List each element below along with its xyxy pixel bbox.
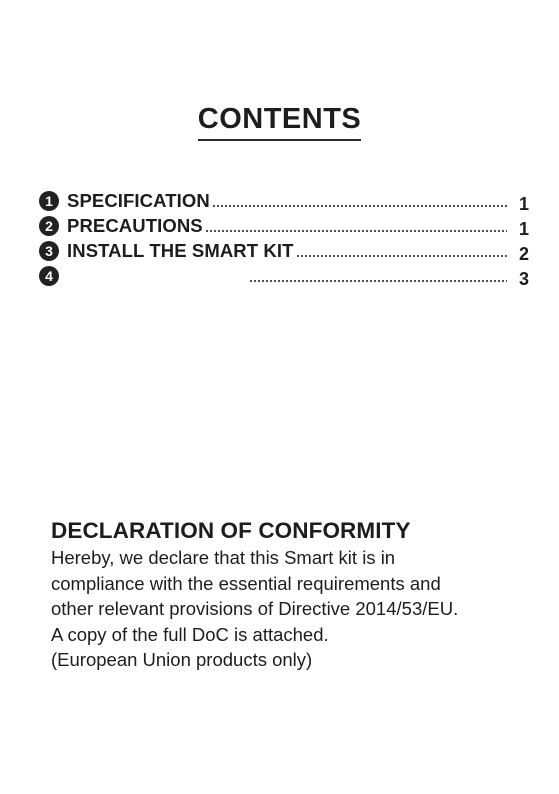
toc-leader-dots [296,255,508,257]
declaration-line: other relevant provisions of Directive 2014/53/EU. [51,598,459,619]
declaration-line: (European Union products only) [51,649,313,670]
declaration-line: Hereby, we declare that this Smart kit is in [51,547,396,568]
declaration-of-conformity [51,517,531,673]
number-2-badge-icon: 2 [39,216,59,236]
declaration-line: compliance with the essential requirements and [51,572,441,594]
toc-row-4[interactable] [39,263,529,288]
number-1-badge-icon: 1 [39,191,59,211]
toc-page-number: 2 [518,244,529,264]
toc-label-precautions: PRECAUTIONS [67,214,203,236]
toc-row-2[interactable] [39,213,529,238]
toc-page-number: 1 [518,219,529,239]
number-3-badge-icon: 3 [39,241,59,261]
toc-page-number: 3 [518,269,529,289]
declaration-title: DECLARATION OF CONFORMITY [51,518,411,543]
declaration-line: A copy of the full DoC is attached. [51,623,329,645]
table-of-contents [39,188,529,288]
toc-leader-dots [212,205,507,207]
title-wrap [0,102,559,141]
toc-label-install-smart-kit: INSTALL THE SMART KIT [67,239,294,261]
toc-label-specification: SPECIFICATION [67,189,210,211]
toc-row-3[interactable] [39,238,529,263]
toc-row-1[interactable] [39,188,529,213]
toc-leader-dots [205,230,507,232]
contents-title: CONTENTS [198,102,362,141]
toc-leader-dots [249,280,507,282]
number-4-badge-icon: 4 [39,266,59,286]
toc-page-number: 1 [518,194,529,214]
